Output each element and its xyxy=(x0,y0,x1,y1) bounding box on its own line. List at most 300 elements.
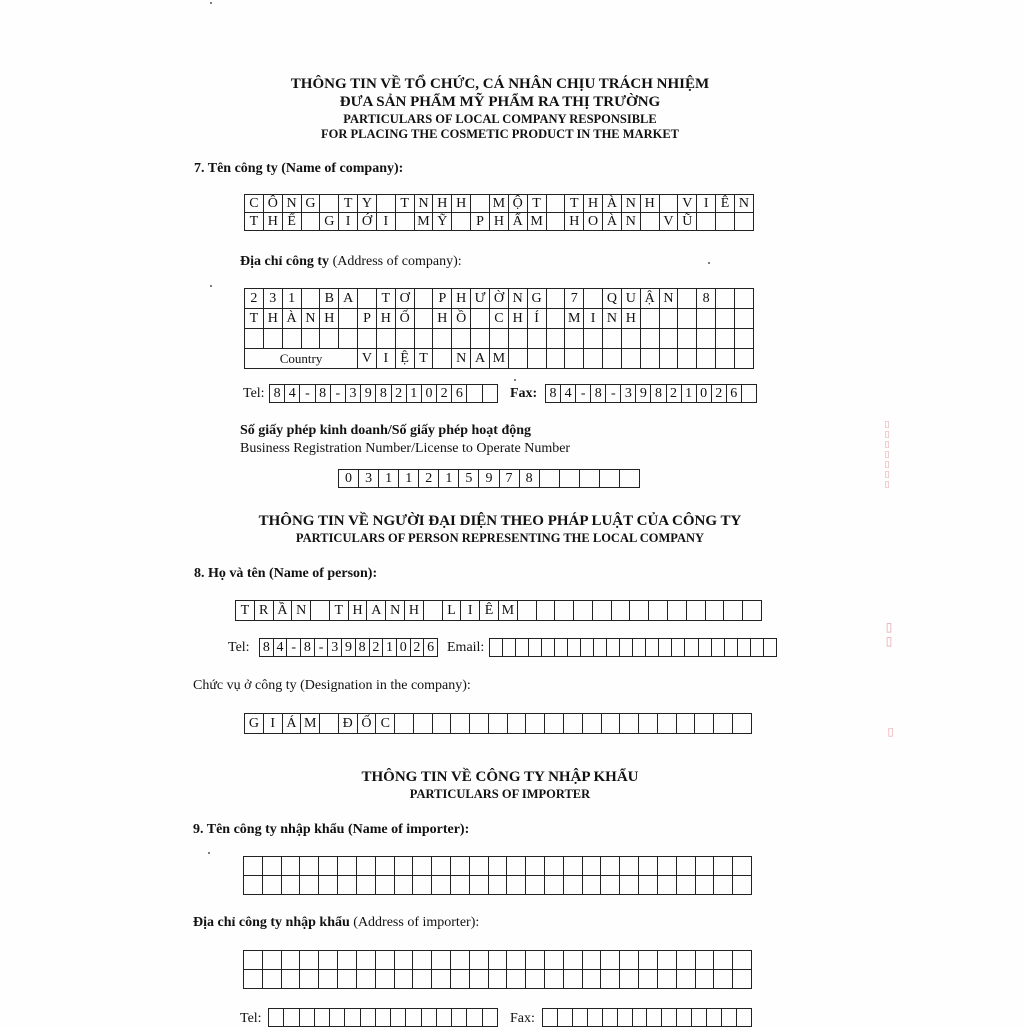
tel-char-cell[interactable] xyxy=(482,385,497,403)
person-name-char-cell[interactable] xyxy=(724,601,743,621)
address-char-cell[interactable]: 3 xyxy=(263,289,282,309)
importer-name-char-cell[interactable] xyxy=(620,857,639,876)
address-char-cell[interactable]: 8 xyxy=(697,289,716,309)
designation-char-cell[interactable] xyxy=(657,714,676,734)
importer-name-char-cell[interactable] xyxy=(639,876,658,895)
address-char-cell[interactable]: Ờ xyxy=(489,289,508,309)
company-tel-field[interactable] xyxy=(269,384,498,403)
importer-address-char-cell[interactable] xyxy=(545,970,564,989)
person-name-char-cell[interactable] xyxy=(667,601,686,621)
country-char-cell[interactable] xyxy=(584,349,603,369)
country-char-cell[interactable]: T xyxy=(414,349,433,369)
name-char-cell[interactable]: Ê xyxy=(716,195,735,213)
country-char-cell[interactable] xyxy=(565,349,584,369)
address-char-cell[interactable] xyxy=(716,329,735,349)
person-tel-char-cell[interactable]: 8 xyxy=(301,639,315,657)
address-char-cell[interactable] xyxy=(621,329,640,349)
importer-name-char-cell[interactable] xyxy=(450,857,469,876)
name-char-cell[interactable]: O xyxy=(584,213,603,231)
name-char-cell[interactable]: H xyxy=(489,213,508,231)
address-char-cell[interactable] xyxy=(376,329,395,349)
importer-address-char-cell[interactable] xyxy=(620,951,639,970)
country-char-cell[interactable] xyxy=(659,349,678,369)
email-char-cell[interactable] xyxy=(581,639,594,657)
importer-name-char-cell[interactable] xyxy=(695,876,714,895)
address-char-cell[interactable] xyxy=(659,309,678,329)
name-char-cell[interactable]: M xyxy=(489,195,508,213)
designation-char-cell[interactable] xyxy=(451,714,470,734)
email-char-cell[interactable] xyxy=(503,639,516,657)
importer-name-char-cell[interactable] xyxy=(601,876,620,895)
license-char-cell[interactable]: 9 xyxy=(479,470,499,488)
address-char-cell[interactable] xyxy=(395,329,414,349)
email-char-cell[interactable] xyxy=(542,639,555,657)
license-char-cell[interactable] xyxy=(579,470,599,488)
address-char-cell[interactable]: À xyxy=(282,309,301,329)
importer-name-char-cell[interactable] xyxy=(488,857,507,876)
person-name-char-cell[interactable]: M xyxy=(498,601,517,621)
designation-char-cell[interactable] xyxy=(470,714,489,734)
person-tel-char-cell[interactable]: 2 xyxy=(369,639,383,657)
address-char-cell[interactable] xyxy=(640,329,659,349)
name-char-cell[interactable] xyxy=(716,213,735,231)
address-char-cell[interactable]: Í xyxy=(527,309,546,329)
importer-name-char-cell[interactable] xyxy=(319,876,338,895)
designation-char-cell[interactable]: M xyxy=(301,714,320,734)
license-char-cell[interactable] xyxy=(559,470,579,488)
designation-char-cell[interactable] xyxy=(488,714,507,734)
importer-address-char-cell[interactable] xyxy=(432,951,451,970)
importer-address-char-cell[interactable] xyxy=(639,970,658,989)
name-char-cell[interactable]: I xyxy=(697,195,716,213)
country-char-cell[interactable] xyxy=(546,349,565,369)
importer-name-char-cell[interactable] xyxy=(262,857,281,876)
importer-address-char-cell[interactable] xyxy=(262,970,281,989)
designation-char-cell[interactable] xyxy=(413,714,432,734)
importer-address-char-cell[interactable] xyxy=(394,970,413,989)
importer-name-char-cell[interactable] xyxy=(413,876,432,895)
country-char-cell[interactable]: M xyxy=(489,349,508,369)
address-char-cell[interactable] xyxy=(433,329,452,349)
person-name-char-cell[interactable] xyxy=(536,601,555,621)
address-char-cell[interactable] xyxy=(734,309,753,329)
importer-address-char-cell[interactable] xyxy=(244,970,263,989)
importer-address-char-cell[interactable] xyxy=(281,970,300,989)
email-char-cell[interactable] xyxy=(750,639,763,657)
name-char-cell[interactable] xyxy=(546,213,565,231)
importer-address-char-cell[interactable] xyxy=(639,951,658,970)
name-char-cell[interactable]: H xyxy=(640,195,659,213)
address-char-cell[interactable]: T xyxy=(245,309,264,329)
importer-name-char-cell[interactable] xyxy=(545,857,564,876)
importer-address-char-cell[interactable] xyxy=(507,970,526,989)
person-name-char-cell[interactable]: T xyxy=(236,601,255,621)
importer-name-char-cell[interactable] xyxy=(469,876,488,895)
importer-address-char-cell[interactable] xyxy=(676,951,695,970)
importer-name-char-cell[interactable] xyxy=(714,876,733,895)
importer-name-char-cell[interactable] xyxy=(432,857,451,876)
name-char-cell[interactable]: I xyxy=(339,213,358,231)
importer-name-char-cell[interactable] xyxy=(300,876,319,895)
address-char-cell[interactable] xyxy=(546,309,565,329)
designation-char-cell[interactable] xyxy=(545,714,564,734)
importer-name-char-cell[interactable] xyxy=(545,876,564,895)
importer-address-char-cell[interactable] xyxy=(601,970,620,989)
importer-name-char-cell[interactable] xyxy=(432,876,451,895)
name-char-cell[interactable]: N xyxy=(282,195,301,213)
address-char-cell[interactable]: N xyxy=(301,309,320,329)
license-number-field[interactable] xyxy=(338,469,640,488)
importer-address-grid[interactable] xyxy=(243,950,752,989)
name-char-cell[interactable]: H xyxy=(565,213,584,231)
importer-address-char-cell[interactable] xyxy=(450,970,469,989)
country-char-cell[interactable]: A xyxy=(471,349,490,369)
address-char-cell[interactable] xyxy=(697,309,716,329)
importer-address-char-cell[interactable] xyxy=(526,970,545,989)
importer-name-char-cell[interactable] xyxy=(356,857,375,876)
address-char-cell[interactable]: 7 xyxy=(565,289,584,309)
country-char-cell[interactable] xyxy=(527,349,546,369)
name-char-cell[interactable]: Ộ xyxy=(508,195,527,213)
importer-address-char-cell[interactable] xyxy=(244,951,263,970)
name-char-cell[interactable]: Ế xyxy=(282,213,301,231)
email-char-cell[interactable] xyxy=(516,639,529,657)
importer-address-char-cell[interactable] xyxy=(488,951,507,970)
importer-address-char-cell[interactable] xyxy=(582,970,601,989)
person-tel-char-cell[interactable]: - xyxy=(314,639,328,657)
name-char-cell[interactable]: Ẩ xyxy=(508,213,527,231)
importer-name-char-cell[interactable] xyxy=(695,857,714,876)
country-char-cell[interactable]: I xyxy=(376,349,395,369)
email-char-cell[interactable] xyxy=(672,639,685,657)
importer-address-char-cell[interactable] xyxy=(582,951,601,970)
importer-address-char-cell[interactable] xyxy=(695,951,714,970)
person-name-char-cell[interactable]: N xyxy=(386,601,405,621)
person-name-char-cell[interactable]: I xyxy=(461,601,480,621)
email-char-cell[interactable] xyxy=(646,639,659,657)
fax-char-cell[interactable]: 0 xyxy=(696,385,711,403)
address-char-cell[interactable] xyxy=(716,289,735,309)
name-char-cell[interactable]: T xyxy=(339,195,358,213)
address-char-cell[interactable] xyxy=(301,289,320,309)
address-char-cell[interactable] xyxy=(282,329,301,349)
country-char-cell[interactable] xyxy=(621,349,640,369)
tel-char-cell[interactable]: 8 xyxy=(270,385,285,403)
email-char-cell[interactable] xyxy=(633,639,646,657)
name-char-cell[interactable]: H xyxy=(263,213,282,231)
importer-address-char-cell[interactable] xyxy=(507,951,526,970)
person-tel-char-cell[interactable]: 8 xyxy=(260,639,274,657)
fax-char-cell[interactable]: 8 xyxy=(651,385,666,403)
person-tel-char-cell[interactable]: - xyxy=(287,639,301,657)
tel-char-cell[interactable]: 3 xyxy=(345,385,360,403)
address-char-cell[interactable]: Ư xyxy=(471,289,490,309)
name-char-cell[interactable]: C xyxy=(245,195,264,213)
importer-name-char-cell[interactable] xyxy=(563,876,582,895)
address-char-cell[interactable] xyxy=(471,309,490,329)
address-char-cell[interactable]: Ồ xyxy=(452,309,471,329)
name-char-cell[interactable]: T xyxy=(565,195,584,213)
name-char-cell[interactable]: Ô xyxy=(263,195,282,213)
name-char-cell[interactable]: M xyxy=(414,213,433,231)
email-char-cell[interactable] xyxy=(724,639,737,657)
name-char-cell[interactable]: T xyxy=(245,213,264,231)
address-char-cell[interactable] xyxy=(603,329,622,349)
tel-char-cell[interactable]: 8 xyxy=(376,385,391,403)
importer-name-char-cell[interactable] xyxy=(338,876,357,895)
person-name-char-cell[interactable]: Ê xyxy=(480,601,499,621)
person-name-field[interactable] xyxy=(235,600,762,621)
name-char-cell[interactable]: Ỹ xyxy=(433,213,452,231)
address-char-cell[interactable] xyxy=(245,329,264,349)
license-char-cell[interactable]: 5 xyxy=(459,470,479,488)
name-char-cell[interactable]: H xyxy=(584,195,603,213)
importer-name-char-cell[interactable] xyxy=(375,857,394,876)
importer-address-char-cell[interactable] xyxy=(262,951,281,970)
fax-char-cell[interactable]: 2 xyxy=(711,385,726,403)
fax-char-cell[interactable]: 1 xyxy=(681,385,696,403)
importer-address-char-cell[interactable] xyxy=(319,951,338,970)
name-char-cell[interactable]: I xyxy=(376,213,395,231)
fax-char-cell[interactable]: - xyxy=(576,385,591,403)
importer-address-char-cell[interactable] xyxy=(300,951,319,970)
address-char-cell[interactable] xyxy=(565,329,584,349)
country-char-cell[interactable] xyxy=(640,349,659,369)
importer-name-char-cell[interactable] xyxy=(281,876,300,895)
address-char-cell[interactable]: Ơ xyxy=(395,289,414,309)
importer-name-char-cell[interactable] xyxy=(262,876,281,895)
tel-char-cell[interactable]: 2 xyxy=(391,385,406,403)
name-char-cell[interactable]: T xyxy=(527,195,546,213)
importer-name-char-cell[interactable] xyxy=(582,876,601,895)
address-char-cell[interactable] xyxy=(640,309,659,329)
address-char-cell[interactable]: 1 xyxy=(282,289,301,309)
fax-char-cell[interactable]: 9 xyxy=(636,385,651,403)
tel-char-cell[interactable]: 8 xyxy=(315,385,330,403)
license-char-cell[interactable]: 7 xyxy=(499,470,519,488)
address-char-cell[interactable] xyxy=(339,309,358,329)
license-char-cell[interactable]: 2 xyxy=(419,470,439,488)
name-char-cell[interactable] xyxy=(546,195,565,213)
person-name-char-cell[interactable]: N xyxy=(292,601,311,621)
importer-address-char-cell[interactable] xyxy=(695,970,714,989)
license-char-cell[interactable]: 1 xyxy=(439,470,459,488)
name-char-cell[interactable]: À xyxy=(603,213,622,231)
license-char-cell[interactable]: 8 xyxy=(519,470,539,488)
address-char-cell[interactable]: B xyxy=(320,289,339,309)
address-char-cell[interactable] xyxy=(489,329,508,349)
address-char-cell[interactable]: H xyxy=(433,309,452,329)
importer-address-char-cell[interactable] xyxy=(563,970,582,989)
address-char-cell[interactable] xyxy=(414,329,433,349)
fax-char-cell[interactable]: - xyxy=(606,385,621,403)
name-char-cell[interactable]: Ớ xyxy=(358,213,377,231)
address-char-cell[interactable] xyxy=(339,329,358,349)
address-char-cell[interactable] xyxy=(301,329,320,349)
name-char-cell[interactable]: T xyxy=(395,195,414,213)
person-tel-char-cell[interactable]: 9 xyxy=(342,639,356,657)
importer-address-char-cell[interactable] xyxy=(281,951,300,970)
importer-name-char-cell[interactable] xyxy=(657,857,676,876)
email-char-cell[interactable] xyxy=(607,639,620,657)
name-char-cell[interactable] xyxy=(640,213,659,231)
fax-char-cell[interactable]: 3 xyxy=(621,385,636,403)
country-char-cell[interactable] xyxy=(603,349,622,369)
designation-char-cell[interactable] xyxy=(582,714,601,734)
address-char-cell[interactable] xyxy=(546,289,565,309)
importer-address-char-cell[interactable] xyxy=(319,970,338,989)
importer-name-char-cell[interactable] xyxy=(469,857,488,876)
address-char-cell[interactable]: G xyxy=(527,289,546,309)
name-char-cell[interactable]: H xyxy=(433,195,452,213)
tel-char-cell[interactable]: 0 xyxy=(421,385,436,403)
country-char-cell[interactable] xyxy=(678,349,697,369)
email-char-cell[interactable] xyxy=(711,639,724,657)
address-char-cell[interactable] xyxy=(659,329,678,349)
address-char-cell[interactable]: H xyxy=(320,309,339,329)
email-char-cell[interactable] xyxy=(620,639,633,657)
address-char-cell[interactable]: I xyxy=(584,309,603,329)
importer-address-char-cell[interactable] xyxy=(413,951,432,970)
importer-address-char-cell[interactable] xyxy=(714,951,733,970)
importer-name-char-cell[interactable] xyxy=(657,876,676,895)
importer-address-char-cell[interactable] xyxy=(375,970,394,989)
importer-address-char-cell[interactable] xyxy=(676,970,695,989)
tel-char-cell[interactable] xyxy=(467,385,482,403)
address-char-cell[interactable]: A xyxy=(339,289,358,309)
address-char-cell[interactable]: Ố xyxy=(395,309,414,329)
person-name-char-cell[interactable] xyxy=(592,601,611,621)
importer-address-char-cell[interactable] xyxy=(432,970,451,989)
person-name-char-cell[interactable] xyxy=(649,601,668,621)
country-char-cell[interactable]: N xyxy=(452,349,471,369)
person-name-char-cell[interactable]: A xyxy=(367,601,386,621)
designation-char-cell[interactable] xyxy=(320,714,339,734)
name-char-cell[interactable]: Ũ xyxy=(678,213,697,231)
name-char-cell[interactable]: V xyxy=(659,213,678,231)
designation-char-cell[interactable] xyxy=(620,714,639,734)
address-char-cell[interactable]: H xyxy=(621,309,640,329)
person-name-char-cell[interactable] xyxy=(555,601,574,621)
person-name-char-cell[interactable]: L xyxy=(442,601,461,621)
person-tel-char-cell[interactable]: 8 xyxy=(355,639,369,657)
email-char-cell[interactable] xyxy=(698,639,711,657)
importer-address-char-cell[interactable] xyxy=(450,951,469,970)
name-char-cell[interactable]: N xyxy=(621,213,640,231)
company-fax-field[interactable] xyxy=(545,384,757,403)
importer-name-char-cell[interactable] xyxy=(356,876,375,895)
importer-name-char-cell[interactable] xyxy=(714,857,733,876)
importer-address-char-cell[interactable] xyxy=(394,951,413,970)
name-char-cell[interactable]: G xyxy=(301,195,320,213)
importer-name-char-cell[interactable] xyxy=(563,857,582,876)
name-char-cell[interactable] xyxy=(471,195,490,213)
country-char-cell[interactable] xyxy=(433,349,452,369)
address-char-cell[interactable] xyxy=(716,309,735,329)
license-char-cell[interactable]: 1 xyxy=(399,470,419,488)
license-char-cell[interactable]: 0 xyxy=(339,470,359,488)
importer-address-char-cell[interactable] xyxy=(413,970,432,989)
importer-address-char-cell[interactable] xyxy=(620,970,639,989)
name-char-cell[interactable]: M xyxy=(527,213,546,231)
license-char-cell[interactable]: 1 xyxy=(379,470,399,488)
name-char-cell[interactable]: À xyxy=(603,195,622,213)
importer-address-char-cell[interactable] xyxy=(338,970,357,989)
address-char-cell[interactable] xyxy=(263,329,282,349)
importer-address-char-cell[interactable] xyxy=(338,951,357,970)
importer-address-char-cell[interactable] xyxy=(733,970,752,989)
person-tel-char-cell[interactable]: 6 xyxy=(424,639,438,657)
designation-char-cell[interactable] xyxy=(695,714,714,734)
importer-name-char-cell[interactable] xyxy=(582,857,601,876)
importer-name-char-cell[interactable] xyxy=(450,876,469,895)
country-char-cell[interactable] xyxy=(697,349,716,369)
importer-address-char-cell[interactable] xyxy=(657,951,676,970)
person-tel-char-cell[interactable]: 0 xyxy=(396,639,410,657)
address-char-cell[interactable]: N xyxy=(659,289,678,309)
designation-char-cell[interactable] xyxy=(732,714,751,734)
designation-char-cell[interactable] xyxy=(526,714,545,734)
fax-char-cell[interactable] xyxy=(741,385,756,403)
country-char-cell[interactable] xyxy=(716,349,735,369)
address-char-cell[interactable]: P xyxy=(358,309,377,329)
fax-char-cell[interactable]: 8 xyxy=(591,385,606,403)
address-char-cell[interactable]: U xyxy=(621,289,640,309)
email-char-cell[interactable] xyxy=(555,639,568,657)
person-name-char-cell[interactable]: H xyxy=(348,601,367,621)
importer-name-char-cell[interactable] xyxy=(601,857,620,876)
address-char-cell[interactable] xyxy=(584,289,603,309)
person-tel-char-cell[interactable]: 3 xyxy=(328,639,342,657)
address-char-cell[interactable] xyxy=(527,329,546,349)
address-char-cell[interactable]: T xyxy=(376,289,395,309)
address-char-cell[interactable]: H xyxy=(508,309,527,329)
country-char-cell[interactable]: V xyxy=(358,349,377,369)
importer-name-char-cell[interactable] xyxy=(507,857,526,876)
person-name-char-cell[interactable] xyxy=(686,601,705,621)
importer-name-char-cell[interactable] xyxy=(394,857,413,876)
email-char-cell[interactable] xyxy=(529,639,542,657)
license-char-cell[interactable] xyxy=(619,470,639,488)
address-char-cell[interactable]: H xyxy=(452,289,471,309)
name-char-cell[interactable]: N xyxy=(414,195,433,213)
address-char-cell[interactable]: N xyxy=(603,309,622,329)
importer-name-char-cell[interactable] xyxy=(733,857,752,876)
tel-char-cell[interactable]: 4 xyxy=(285,385,300,403)
designation-char-cell[interactable] xyxy=(714,714,733,734)
email-char-cell[interactable] xyxy=(659,639,672,657)
address-char-cell[interactable] xyxy=(734,289,753,309)
importer-name-char-cell[interactable] xyxy=(526,857,545,876)
fax-char-cell[interactable]: 2 xyxy=(666,385,681,403)
person-name-char-cell[interactable] xyxy=(630,601,649,621)
address-char-cell[interactable] xyxy=(734,329,753,349)
importer-name-grid[interactable] xyxy=(243,856,752,895)
address-char-cell[interactable] xyxy=(358,329,377,349)
designation-char-cell[interactable]: C xyxy=(376,714,395,734)
person-name-char-cell[interactable] xyxy=(517,601,536,621)
email-char-cell[interactable] xyxy=(685,639,698,657)
person-name-char-cell[interactable] xyxy=(743,601,762,621)
tel-char-cell[interactable]: - xyxy=(300,385,315,403)
address-char-cell[interactable] xyxy=(678,289,697,309)
name-char-cell[interactable]: Y xyxy=(358,195,377,213)
importer-address-char-cell[interactable] xyxy=(469,970,488,989)
license-char-cell[interactable] xyxy=(599,470,619,488)
name-char-cell[interactable] xyxy=(320,195,339,213)
person-tel-char-cell[interactable]: 2 xyxy=(410,639,424,657)
designation-char-cell[interactable] xyxy=(432,714,451,734)
